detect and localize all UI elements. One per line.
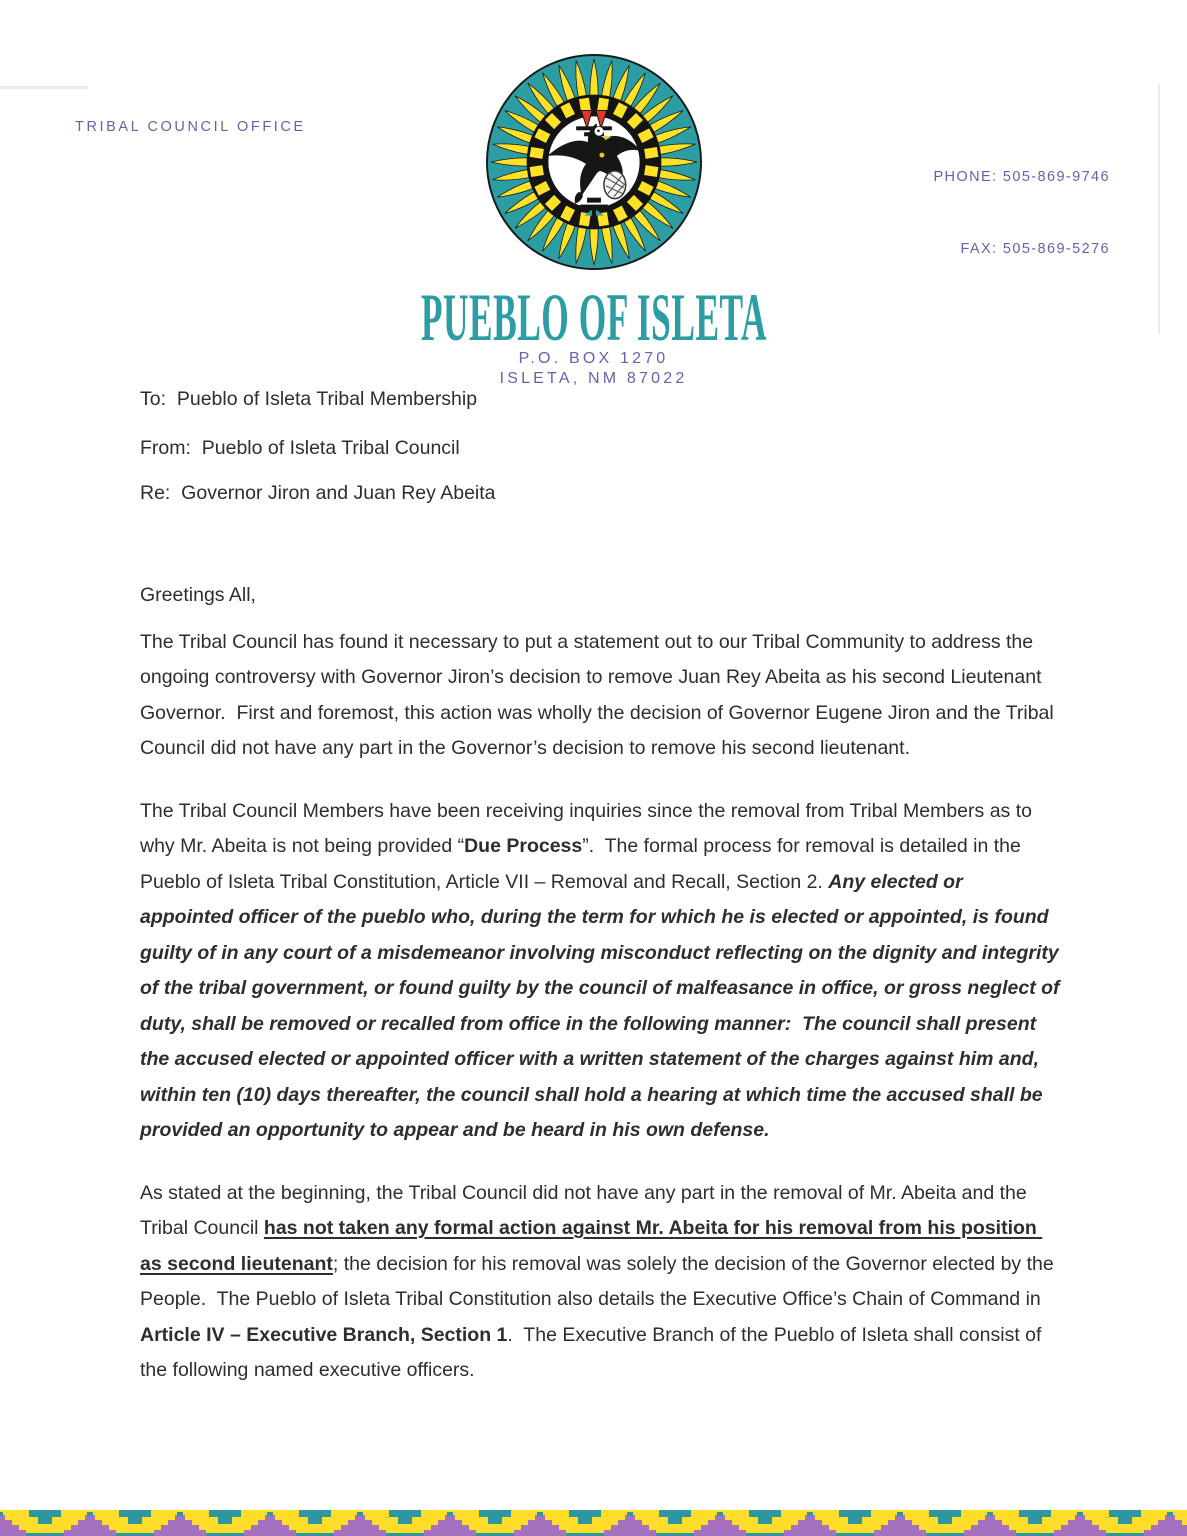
greeting: Greetings All,: [140, 584, 256, 606]
letter-body: [140, 578, 1065, 1389]
office-label: TRIBAL COUNCIL OFFICE: [75, 119, 306, 135]
scan-artifact: [0, 86, 88, 89]
letterhead-title: PUEBLO OF ISLETA: [420, 279, 767, 355]
text-segment: ”. The formal process for removal is detailed in the Pueblo of Isleta Tribal Constitution, Article VII – Removal and Recall, Section 2.: [140, 835, 1027, 893]
text-segment: Due Process: [464, 835, 583, 857]
memo-to-line: To: Pueblo of Isleta Tribal Membership: [140, 388, 478, 410]
paragraph-3: [140, 1176, 1060, 1389]
fax-line: FAX: 505-869-5276: [960, 241, 1110, 257]
text-segment: Article IV – Executive Branch, Section 1: [140, 1323, 508, 1346]
paragraph-1: [140, 625, 1060, 767]
text-segment: As stated at the beginning, the Tribal Council did not have any part in the removal of Mr. Abeita and the Tribal Council: [140, 1181, 1032, 1239]
phone-line: PHONE: 505-869-9746: [933, 169, 1110, 185]
decorative-border: [0, 1505, 1187, 1536]
text-segment: The Tribal Council Members have been receiving inquiries since the removal from Tribal Members as to why Mr. Abeita is not being provided “: [140, 799, 1038, 857]
address-line-2: ISLETA, NM 87022: [499, 370, 688, 387]
scan-artifact: [1158, 84, 1160, 334]
text-segment: Any elected or appointed officer of the pueblo who, during the term for which he is elected or appointed, is found guilty of in any court of a misdemeanor involving misconduct reflecting on the dignity and integrity of the tribal government, or found guilty by the council of malfeasance in office, or gross neglect of duty, shall be removed or recalled from office in the following manner: The council shall present the accused elected or appointed officer with a written statement of the charges against him and, within ten (10) days thereafter, the council shall hold a hearing at which time the accused shall be provided an opportunity to appear and be heard in his own defense.: [140, 870, 1065, 1141]
memo-from-line: From: Pueblo of Isleta Tribal Council: [140, 437, 460, 459]
text-segment: ; the decision for his removal was solely the decision of the Governor elected by the People. The Pueblo of Isleta Tribal Constitution also details the Executive Office’s Chain of Command in: [140, 1252, 1060, 1310]
text-segment: The Tribal Council has found it necessary to put a statement out to our Tribal Community to address the ongoing controversy with Governor Jiron’s decision to remove Juan Rey Abeita as his second Lieutenant Governor. First and foremost, this action was wholly the decision of Governor Eugene Jiron and the Tribal Council did not have any part in the Governor’s decision to remove his second lieutenant.: [140, 630, 1060, 759]
memo-re-line: Re: Governor Jiron and Juan Rey Abeita: [140, 482, 496, 504]
step-pattern-border-icon: [0, 1505, 1187, 1536]
tribal-seal-icon: [485, 53, 703, 271]
paragraph-2: [140, 794, 1065, 1149]
seal-bundle: [603, 171, 625, 199]
text-segment: . The Executive Branch of the Pueblo of Isleta shall consist of the following named executive officers.: [140, 1323, 1047, 1381]
address-line-1: P.O. BOX 1270: [518, 350, 669, 367]
text-segment: has not taken any formal action against Mr. Abeita for his removal from his position as second lieutenant: [140, 1217, 1043, 1275]
